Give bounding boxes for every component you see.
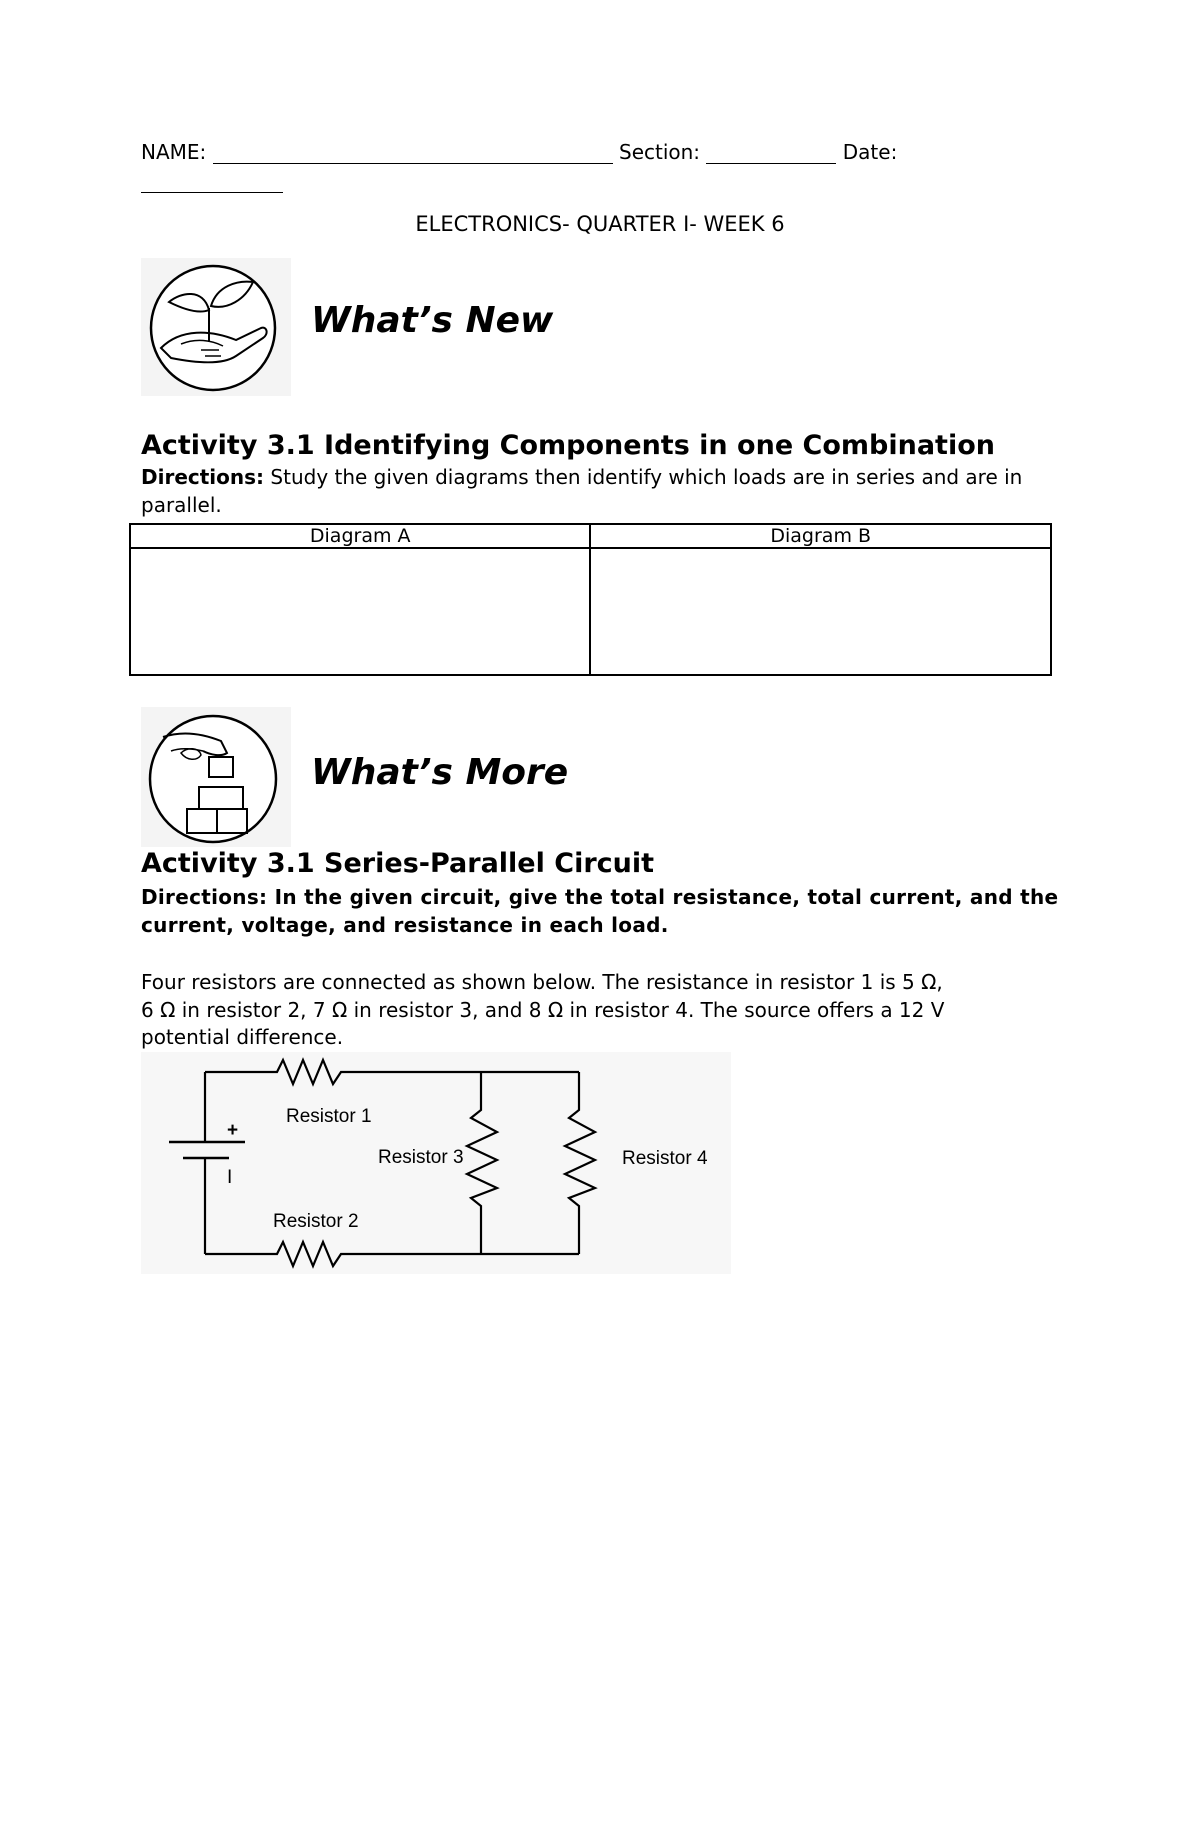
hand-stacking-blocks-icon — [141, 707, 291, 847]
directions-identifying — [141, 463, 1081, 519]
diagram-b-header: Diagram B — [590, 524, 1051, 548]
section-label: Section: — [619, 140, 701, 164]
problem-line-1: Four resistors are connected as shown below. The resistance in resistor 1 is 5 Ω, — [141, 970, 943, 994]
activity-title-series-parallel: Activity 3.1 Series-Parallel Circuit — [141, 848, 655, 879]
resistor-3-label: Resistor 3 — [378, 1147, 464, 1168]
problem-line-3: potential difference. — [141, 1025, 344, 1049]
directions-text: Study the given diagrams then identify which loads are in series and are in parallel. — [141, 465, 1023, 517]
diagram-a-header: Diagram A — [130, 524, 590, 548]
table-answer-row — [130, 548, 1051, 675]
student-info-line — [141, 140, 897, 164]
whats-new-heading: What’s New — [311, 300, 554, 341]
name-blank[interactable] — [213, 143, 613, 164]
activity-title-identifying: Activity 3.1 Identifying Components in one Combination — [141, 430, 995, 461]
battery-plus-label: + — [227, 1120, 239, 1141]
hand-holding-plant-icon — [141, 258, 291, 396]
whats-more-heading: What’s More — [311, 752, 569, 793]
series-parallel-circuit-diagram — [141, 1052, 731, 1274]
document-title: ELECTRONICS- QUARTER I- WEEK 6 — [415, 212, 785, 236]
directions-series-parallel: Directions: In the given circuit, give the total resistance, total current, and the current, voltage, and resistance in each load. — [141, 885, 1059, 937]
resistor-1-label: Resistor 1 — [286, 1106, 372, 1127]
diagram-answer-table — [129, 523, 1052, 676]
name-label: NAME: — [141, 140, 207, 164]
section-blank[interactable] — [706, 143, 836, 164]
table-header-row — [130, 524, 1051, 548]
problem-statement — [141, 969, 1081, 1052]
date-blank[interactable] — [141, 170, 283, 193]
resistor-4-label: Resistor 4 — [622, 1148, 708, 1169]
diagram-b-answer-cell[interactable] — [590, 548, 1051, 675]
date-label: Date: — [842, 140, 898, 164]
problem-line-2: 6 Ω in resistor 2, 7 Ω in resistor 3, and 8 Ω in resistor 4. The source offers a 12 V — [141, 997, 945, 1022]
resistor-2-label: Resistor 2 — [273, 1211, 359, 1232]
battery-minus-label: I — [227, 1167, 233, 1188]
directions-label: Directions: — [141, 465, 265, 489]
diagram-a-answer-cell[interactable] — [130, 548, 590, 675]
